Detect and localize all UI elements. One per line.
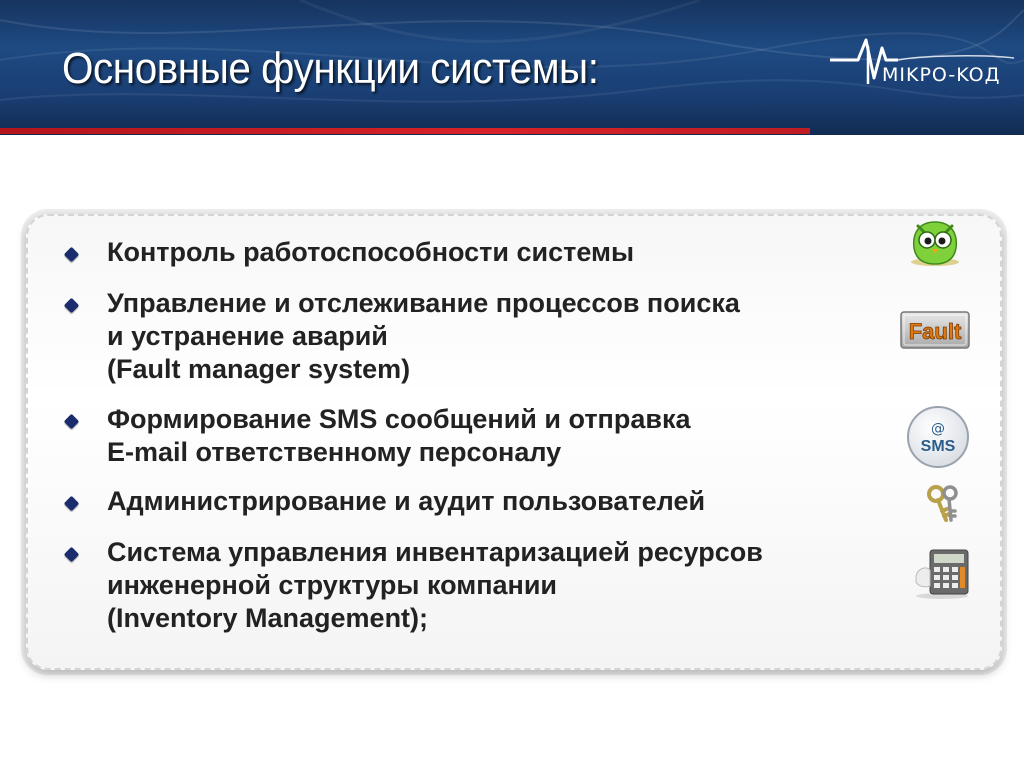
title-banner [0, 0, 1024, 135]
owl-icon [906, 218, 964, 268]
fault-label: Fault [908, 319, 962, 344]
list-item-text: Система управления инвентаризацией ресурсов инженерной структуры компании (Inventory Management); [107, 537, 763, 633]
sms-label: SMS [920, 438, 956, 455]
list-item-text: Администрирование и аудит пользователей [107, 486, 706, 516]
list-item-text: Управление и отслеживание процессов поиска и устранение аварий (Fault manager system) [107, 288, 740, 384]
fault-icon [899, 310, 971, 350]
page-title: Основные функции системы: [62, 44, 599, 93]
company-logo [828, 34, 1018, 94]
sms-email-icon [905, 404, 971, 470]
list-item-text: Формирование SMS сообщений и отправка E-mail ответственному персоналу [107, 404, 691, 467]
accent-line [0, 128, 810, 134]
sms-at-label: @ [931, 421, 945, 437]
keys-icon [924, 484, 964, 524]
calculator-icon [912, 546, 972, 600]
list-item-text: Контроль работоспособности системы [107, 237, 635, 267]
logo-text: MIKPO-KOД [882, 64, 1001, 86]
